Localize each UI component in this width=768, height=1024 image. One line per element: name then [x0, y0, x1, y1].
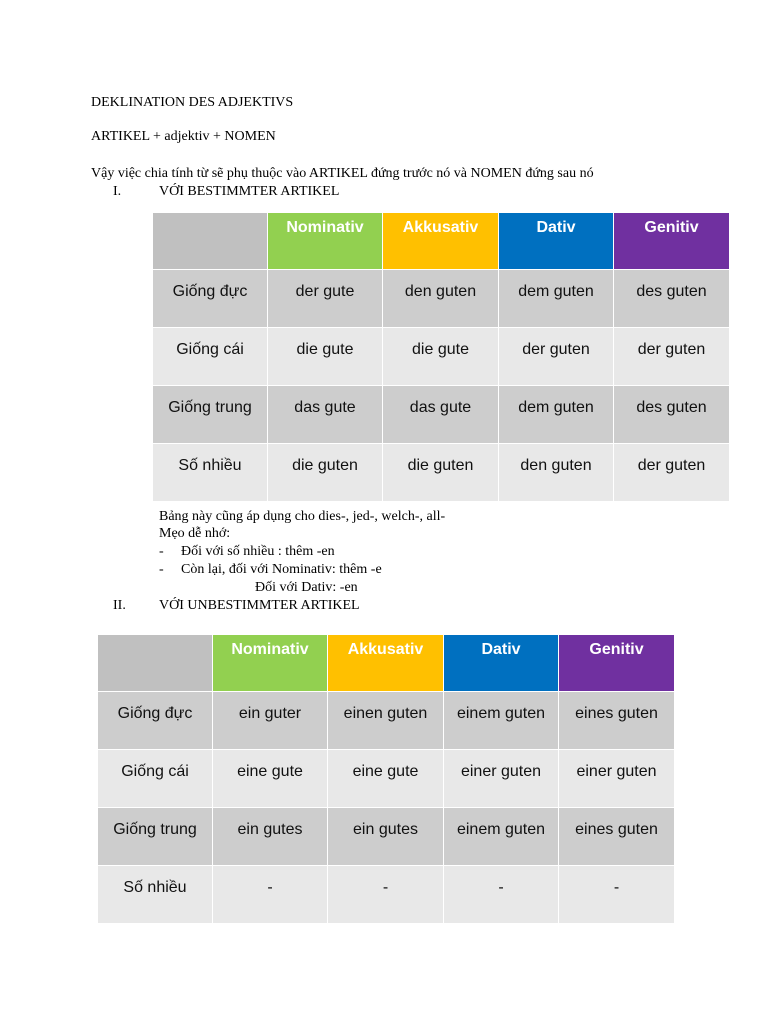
row-label: Giống đực — [153, 270, 268, 328]
table-cell: die gute — [383, 328, 499, 386]
tip-title: Mẹo dễ nhớ: — [159, 526, 231, 541]
row-label: Giống đực — [98, 692, 213, 750]
table-cell: einem guten — [444, 808, 559, 866]
table-cell: ein guter — [213, 692, 328, 750]
table-cell: - — [444, 866, 559, 924]
table-row — [98, 692, 675, 750]
table-cell: die gute — [268, 328, 383, 386]
table-cell: der gute — [268, 270, 383, 328]
bullet-dash: - — [159, 544, 164, 559]
note-line: Bảng này cũng áp dụng cho dies-, jed-, welch-, all- — [159, 509, 446, 524]
table-cell: der guten — [614, 328, 730, 386]
table-cell: die guten — [383, 444, 499, 502]
header-dativ: Dativ — [444, 635, 559, 692]
table-row — [98, 750, 675, 808]
table-cell: einen guten — [328, 692, 444, 750]
header-genitiv: Genitiv — [559, 635, 675, 692]
header-genitiv: Genitiv — [614, 213, 730, 270]
table-cell: der guten — [614, 444, 730, 502]
table-row — [98, 808, 675, 866]
table-cell: den guten — [499, 444, 614, 502]
row-label: Số nhiều — [98, 866, 213, 924]
section-2-heading: VỚI UNBESTIMMTER ARTIKEL — [159, 598, 360, 613]
header-corner — [98, 635, 213, 692]
intro-line: Vậy việc chia tính từ sẽ phụ thuộc vào ARTIKEL đứng trước nó và NOMEN đứng sau nó — [91, 166, 594, 181]
doc-title: DEKLINATION DES ADJEKTIVS — [91, 95, 294, 110]
table-cell: eine gute — [213, 750, 328, 808]
header-akkusativ: Akkusativ — [328, 635, 444, 692]
section-1-number: I. — [113, 184, 122, 199]
table-cell: dem guten — [499, 386, 614, 444]
bullet-item: Đối với số nhiều : thêm -en — [181, 544, 335, 559]
formula-line: ARTIKEL + adjektiv + NOMEN — [91, 129, 276, 144]
row-label: Giống trung — [153, 386, 268, 444]
table-cell: eines guten — [559, 808, 675, 866]
table-cell: eine gute — [328, 750, 444, 808]
section-1-heading: VỚI BESTIMMTER ARTIKEL — [159, 184, 340, 199]
header-nominativ: Nominativ — [213, 635, 328, 692]
table-row — [153, 270, 730, 328]
table-cell: den guten — [383, 270, 499, 328]
table-cell: - — [559, 866, 675, 924]
table-cell: dem guten — [499, 270, 614, 328]
table-bestimmter — [152, 212, 730, 502]
header-dativ: Dativ — [499, 213, 614, 270]
table-cell: einer guten — [444, 750, 559, 808]
table-cell: ein gutes — [328, 808, 444, 866]
table-cell: - — [213, 866, 328, 924]
row-label: Giống cái — [98, 750, 213, 808]
table-cell: das gute — [268, 386, 383, 444]
table-cell: das gute — [383, 386, 499, 444]
row-label: Giống trung — [98, 808, 213, 866]
table-cell: - — [328, 866, 444, 924]
table-cell: der guten — [499, 328, 614, 386]
header-akkusativ: Akkusativ — [383, 213, 499, 270]
table-cell: eines guten — [559, 692, 675, 750]
row-label: Số nhiều — [153, 444, 268, 502]
table-cell: des guten — [614, 270, 730, 328]
table-cell: des guten — [614, 386, 730, 444]
table-cell: einem guten — [444, 692, 559, 750]
bullet-item: Còn lại, đối với Nominativ: thêm -e — [181, 562, 382, 577]
table-row — [98, 866, 675, 924]
table-row — [153, 386, 730, 444]
header-corner — [153, 213, 268, 270]
header-nominativ: Nominativ — [268, 213, 383, 270]
bullet-dash: - — [159, 562, 164, 577]
table-cell: einer guten — [559, 750, 675, 808]
table-cell: ein gutes — [213, 808, 328, 866]
row-label: Giống cái — [153, 328, 268, 386]
table-cell: die guten — [268, 444, 383, 502]
table-row — [153, 444, 730, 502]
bullet-continuation: Đối với Dativ: -en — [255, 580, 358, 595]
section-2-number: II. — [113, 598, 126, 613]
table-unbestimmter — [97, 634, 675, 924]
table-row — [153, 328, 730, 386]
